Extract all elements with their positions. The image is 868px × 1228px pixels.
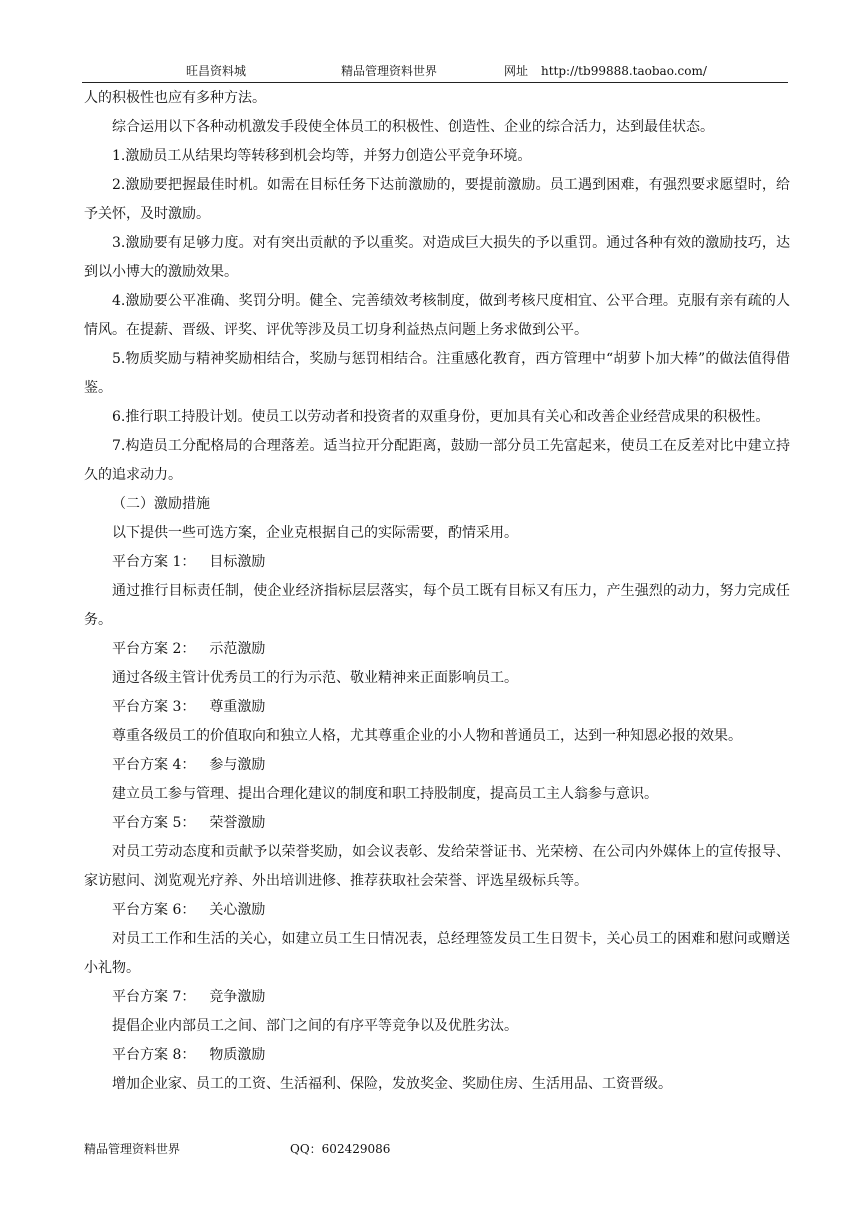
scheme-heading	[84, 809, 790, 838]
scheme-number: 平台方案 1：	[112, 554, 196, 570]
scheme-title: 物质激励	[209, 1047, 266, 1063]
scheme-heading	[84, 548, 790, 577]
header-shop-name: 旺昌资料城	[186, 64, 247, 78]
scheme-heading	[84, 693, 790, 722]
scheme-heading	[84, 751, 790, 780]
paragraph: 通过各级主管计优秀员工的行为示范、敬业精神来正面影响员工。	[112, 670, 518, 686]
scheme-number: 平台方案 3：	[112, 699, 196, 715]
paragraph: （二）激励措施	[112, 496, 210, 512]
paragraph: 5.物质奖励与精神奖励相结合，奖励与惩罚相结合。注重感化教育，西方管理中“胡萝卜加大棒”的做法值得借鉴。	[84, 351, 790, 396]
paragraph: 建立员工参与管理、提出合理化建议的制度和职工持股制度，提高员工主人翁参与意识。	[112, 786, 658, 802]
scheme-heading	[84, 983, 790, 1012]
paragraph: 综合运用以下各种动机激发手段使全体员工的积极性、创造性、企业的综合活力，达到最佳状态。	[112, 119, 714, 135]
header-url: http://tb99888.taobao.com/	[541, 64, 707, 78]
page-footer	[84, 1140, 790, 1160]
page-header	[82, 62, 788, 83]
paragraph: 以下提供一些可选方案，企业克根据自己的实际需要，酌情采用。	[112, 525, 518, 541]
footer-site-name: 精品管理资料世界	[84, 1142, 181, 1156]
scheme-title: 参与激励	[209, 757, 266, 773]
document-body	[84, 84, 790, 1099]
scheme-title: 关心激励	[209, 902, 266, 918]
scheme-title: 目标激励	[209, 554, 266, 570]
paragraph: 2.激励要把握最佳时机。如需在目标任务下达前激励的，要提前激励。员工遇到困难，有强烈要求愿望时，给予关怀，及时激励。	[84, 177, 790, 222]
paragraph: 3.激励要有足够力度。对有突出贡献的予以重奖。对造成巨大损失的予以重罚。通过各种有效的激励技巧，达到以小博大的激励效果。	[84, 235, 790, 280]
scheme-heading	[84, 896, 790, 925]
scheme-title: 示范激励	[209, 641, 266, 657]
header-site-name: 精品管理资料世界	[341, 64, 438, 78]
scheme-heading	[84, 1041, 790, 1070]
paragraph: 6.推行职工持股计划。使员工以劳动者和投资者的双重身份，更加具有关心和改善企业经营成果的积极性。	[112, 409, 770, 425]
paragraph: 尊重各级员工的价值取向和独立人格，尤其尊重企业的小人物和普通员工，达到一种知恩必报的效果。	[112, 728, 742, 744]
scheme-number: 平台方案 8：	[112, 1047, 196, 1063]
paragraph: 对员工劳动态度和贡献予以荣誉奖励，如会议表彰、发给荣誉证书、光荣榜、在公司内外媒体上的宣传报导、家访慰问、浏览观光疗养、外出培训进修、推荐获取社会荣誉、评选星级标兵等。	[84, 844, 790, 889]
paragraph: 7.构造员工分配格局的合理落差。适当拉开分配距离，鼓励一部分员工先富起来，使员工在反差对比中建立持久的追求动力。	[84, 438, 790, 483]
paragraph: 4.激励要公平准确、奖罚分明。健全、完善绩效考核制度，做到考核尺度相宜、公平合理。克服有亲有疏的人情风。在提薪、晋级、评奖、评优等涉及员工切身利益热点问题上务求做到公平。	[84, 293, 790, 338]
scheme-number: 平台方案 7：	[112, 989, 196, 1005]
paragraph: 对员工工作和生活的关心，如建立员工生日情况表，总经理签发员工生日贺卡，关心员工的困难和慰问或赠送小礼物。	[84, 931, 790, 976]
paragraph: 通过推行目标责任制，使企业经济指标层层落实，每个员工既有目标又有压力，产生强烈的动力，努力完成任务。	[84, 583, 790, 628]
header-url-label: 网址	[504, 64, 529, 78]
scheme-title: 荣誉激励	[209, 815, 266, 831]
paragraph: 提倡企业内部员工之间、部门之间的有序平等竞争以及优胜劣汰。	[112, 1018, 518, 1034]
scheme-heading	[84, 635, 790, 664]
footer-qq: QQ：602429086	[290, 1142, 391, 1156]
scheme-number: 平台方案 6：	[112, 902, 196, 918]
scheme-number: 平台方案 5：	[112, 815, 196, 831]
scheme-title: 尊重激励	[209, 699, 266, 715]
scheme-number: 平台方案 4：	[112, 757, 196, 773]
scheme-title: 竞争激励	[209, 989, 266, 1005]
paragraph: 人的积极性也应有多种方法。	[84, 90, 266, 106]
paragraph: 1.激励员工从结果均等转移到机会均等，并努力创造公平竞争环境。	[112, 148, 532, 164]
paragraph: 增加企业家、员工的工资、生活福利、保险，发放奖金、奖励住房、生活用品、工资晋级。	[112, 1076, 672, 1092]
scheme-number: 平台方案 2：	[112, 641, 196, 657]
